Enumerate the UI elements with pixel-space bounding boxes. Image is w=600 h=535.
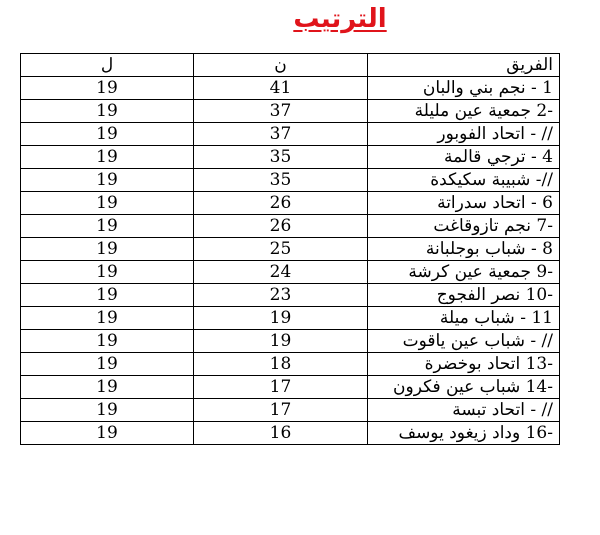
games-played-cell: 19: [21, 100, 194, 123]
table-row: [21, 284, 560, 307]
page-title: الترتيب: [293, 4, 387, 34]
table-row: [21, 376, 560, 399]
team-cell: -9 جمعية عين كرشة: [368, 261, 560, 284]
points-cell: 23: [194, 284, 368, 307]
points-cell: 17: [194, 376, 368, 399]
games-played-cell: 19: [21, 261, 194, 284]
games-played-cell: 19: [21, 238, 194, 261]
points-cell: 25: [194, 238, 368, 261]
games-played-cell: 19: [21, 399, 194, 422]
team-cell: -7 نجم تازوقاغت: [368, 215, 560, 238]
table-row: [21, 307, 560, 330]
table-row: [21, 422, 560, 445]
points-cell: 19: [194, 330, 368, 353]
table-row: [21, 215, 560, 238]
table-row: [21, 399, 560, 422]
standings-table: [20, 53, 560, 445]
points-cell: 35: [194, 169, 368, 192]
points-cell: 16: [194, 422, 368, 445]
games-played-cell: 19: [21, 215, 194, 238]
table-row: [21, 100, 560, 123]
points-cell: 19: [194, 307, 368, 330]
points-cell: 37: [194, 123, 368, 146]
games-played-cell: 19: [21, 284, 194, 307]
points-cell: 26: [194, 192, 368, 215]
points-cell: 18: [194, 353, 368, 376]
games-played-cell: 19: [21, 123, 194, 146]
team-cell: // - اتحاد الفوبور: [368, 123, 560, 146]
table-row: [21, 146, 560, 169]
points-cell: 37: [194, 100, 368, 123]
team-cell: 8 - شباب بوجلبانة: [368, 238, 560, 261]
games-played-cell: 19: [21, 169, 194, 192]
points-cell: 35: [194, 146, 368, 169]
games-played-cell: 19: [21, 330, 194, 353]
team-cell: -13 اتحاد بوخضرة: [368, 353, 560, 376]
games-played-cell: 19: [21, 192, 194, 215]
games-played-cell: 19: [21, 376, 194, 399]
table-row: [21, 238, 560, 261]
table-row: [21, 261, 560, 284]
games-played-cell: 19: [21, 422, 194, 445]
table-row: [21, 353, 560, 376]
header-games-played: ل: [21, 54, 194, 77]
team-cell: //- شبيبة سكيكدة: [368, 169, 560, 192]
points-cell: 24: [194, 261, 368, 284]
team-cell: // - شباب عين ياقوت: [368, 330, 560, 353]
points-cell: 41: [194, 77, 368, 100]
team-cell: -10 نصر الفجوج: [368, 284, 560, 307]
team-cell: -2 جمعية عين مليلة: [368, 100, 560, 123]
team-cell: -14 شباب عين فكرون: [368, 376, 560, 399]
points-cell: 26: [194, 215, 368, 238]
team-cell: -16 وداد زيغود يوسف: [368, 422, 560, 445]
games-played-cell: 19: [21, 307, 194, 330]
table-row: [21, 192, 560, 215]
points-cell: 17: [194, 399, 368, 422]
team-cell: 6 - اتحاد سدراتة: [368, 192, 560, 215]
games-played-cell: 19: [21, 353, 194, 376]
table-row: [21, 123, 560, 146]
games-played-cell: 19: [21, 146, 194, 169]
table-row: [21, 169, 560, 192]
team-cell: 11 - شباب ميلة: [368, 307, 560, 330]
team-cell: // - اتحاد تبسة: [368, 399, 560, 422]
table-row: [21, 77, 560, 100]
games-played-cell: 19: [21, 77, 194, 100]
table-row: [21, 330, 560, 353]
header-team: الفريق: [368, 54, 560, 77]
team-cell: 1 - نجم بني والبان: [368, 77, 560, 100]
header-points: ن: [194, 54, 368, 77]
table-header-row: [21, 54, 560, 77]
team-cell: 4 - ترجي قالمة: [368, 146, 560, 169]
